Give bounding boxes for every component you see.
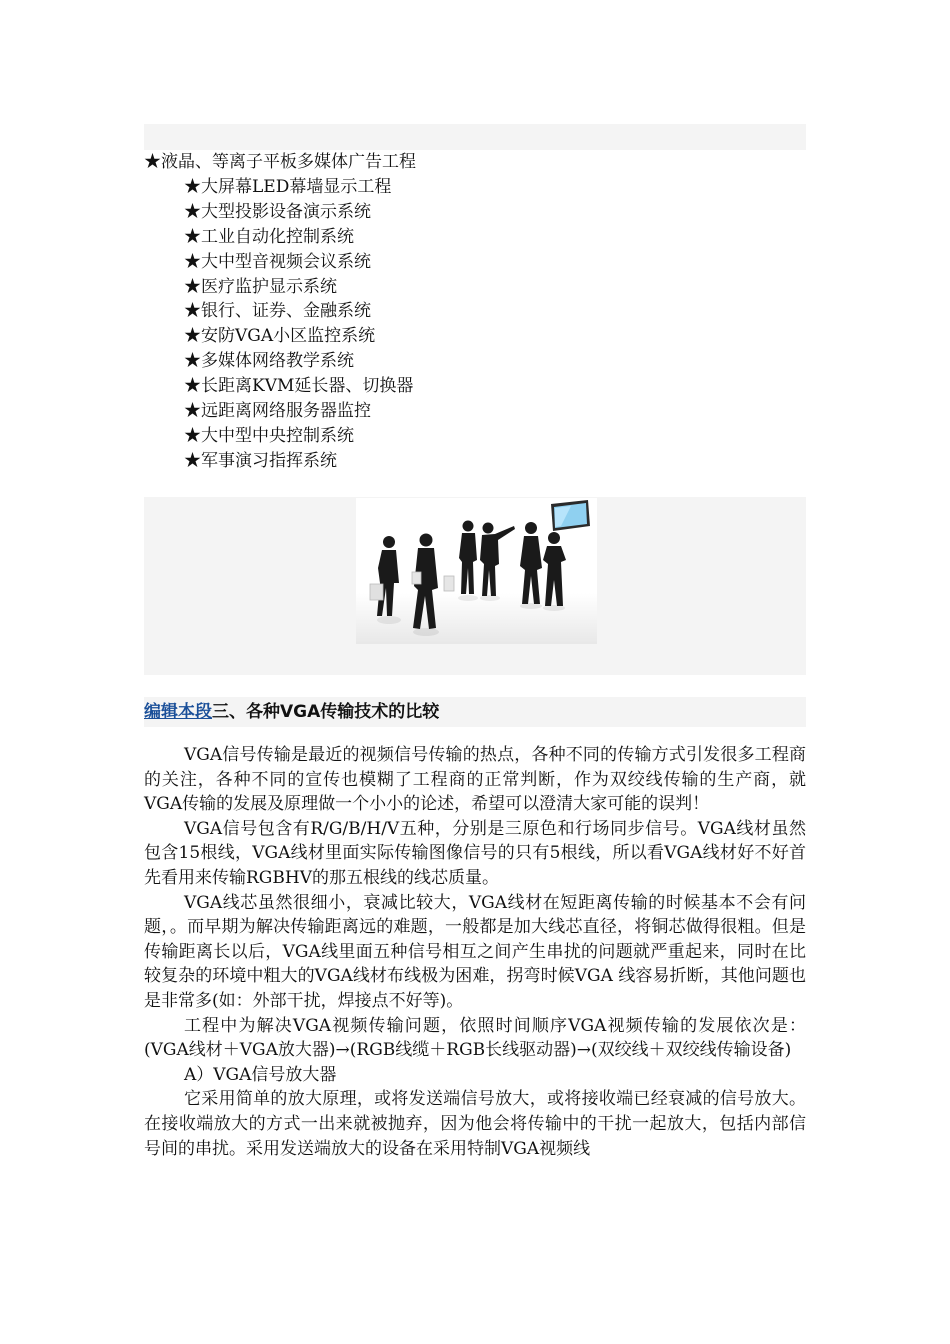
paragraph: VGA信号传输是最近的视频信号传输的热点，各种不同的传输方式引发很多工程商的关注，各种不同的宣传也模糊了工程商的正常判断，作为双绞线传输的生产商，就VGA传输的发展及原理做一个小小的论述，希望可以澄清大家可能的误判！	[144, 745, 806, 815]
list-item: ★银行、证券、金融系统	[184, 301, 371, 322]
list-item: ★大屏幕LED幕墙显示工程	[184, 176, 392, 197]
paragraph: A）VGA信号放大器	[184, 1064, 337, 1085]
application-list	[144, 150, 806, 474]
list-item: ★大中型音视频会议系统	[184, 251, 371, 272]
header-band	[144, 124, 806, 150]
list-item: ★远距离网络服务器监控	[184, 401, 371, 422]
list-item: ★大中型中央控制系统	[184, 425, 354, 446]
section-title: 三、各种VGA传输技术的比较	[212, 702, 440, 722]
paragraph: VGA信号包含有R/G/B/H/V五种，分别是三原色和行场同步信号。VGA线材虽然包含15根线，VGA线材里面实际传输图像信号的只有5根线，所以看VGA线材好不好首先看用来传输RGBHV的那五根线的线芯质量。	[144, 818, 806, 888]
paragraph: VGA线芯虽然很细小，衰减比较大，VGA线材在短距离传输的时候基本不会有问题，。而早期为解决传输距离远的难题，一般都是加大线芯直径，将铜芯做得很粗。但是传输距离长以后，VGA线里面五种信号相互之间产生串扰的问题就严重起来，同时在比较复杂的环境中粗大的VGA线材布线极为困难，拐弯时候VGA 线容易折断，其他问题也是非常多(如：外部干扰，焊接点不好等)。	[144, 892, 806, 1011]
list-item: ★大型投影设备演示系统	[184, 201, 371, 222]
list-item: ★安防VGA小区监控系统	[184, 326, 376, 347]
paragraph: 工程中为解决VGA视频传输问题，依照时间顺序VGA视频传输的发展依次是：(VGA线材＋VGA放大器)→(RGB线缆＋RGB长线驱动器)→(双绞线＋双绞线传输设备)	[144, 1015, 806, 1061]
people-silhouette-image	[356, 498, 597, 644]
display-screen-icon	[551, 500, 590, 531]
list-item: ★长距离KVM延长器、切换器	[184, 376, 414, 397]
list-item: ★工业自动化控制系统	[184, 226, 354, 247]
list-item: ★医疗监护显示系统	[184, 276, 337, 297]
silhouette-illustration	[356, 498, 597, 644]
article-body	[144, 743, 806, 1161]
edit-section-link[interactable]: 编辑本段	[144, 702, 212, 722]
section-heading	[144, 700, 806, 724]
list-item: ★液晶、等离子平板多媒体广告工程	[144, 152, 416, 172]
list-item: ★多媒体网络教学系统	[184, 351, 354, 372]
paragraph: 它采用简单的放大原理，或将发送端信号放大，或将接收端已经衰减的信号放大。在接收端放大的方式一出来就被抛弃，因为他会将传输中的干扰一起放大，包括内部信号间的串扰。采用发送端放大的设备在采用特制VGA视频线	[144, 1089, 806, 1159]
list-item: ★军事演习指挥系统	[184, 450, 337, 471]
